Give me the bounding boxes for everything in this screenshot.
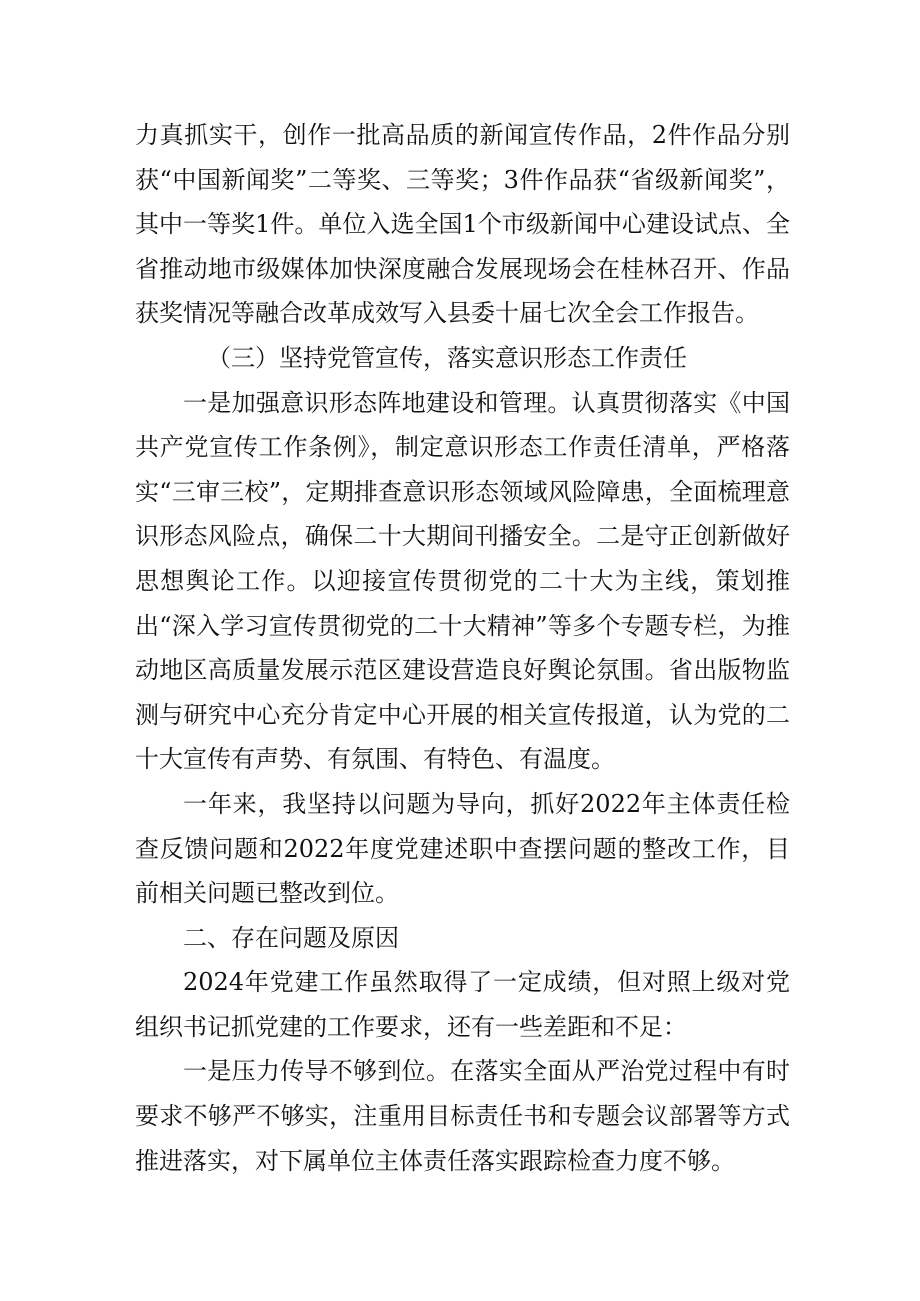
- paragraph-shortcomings-intro: 2024年党建工作虽然取得了一定成绩，但对照上级对党组织书记抓党建的工作要求，还有一些差距和不足：: [135, 968, 790, 1041]
- subheading-party-propaganda: （三）坚持党管宣传，落实意识形态工作责任: [207, 343, 687, 372]
- document-body: [135, 113, 790, 1183]
- paragraph-rectification: 一年来，我坚持以问题为导向，抓好2022年主体责任检查反馈问题和2022年度党建述职中查摆问题的整改工作，目前相关问题已整改到位。: [135, 789, 790, 908]
- paragraph-ideology-work: 一是加强意识形态阵地建设和管理。认真贯彻落实《中国共产党宣传工作条例》，制定意识形态工作责任清单，严格落实“三审三校”，定期排查意识形态领域风险障患，全面梳理意识形态风险点，确保二十大期间刊播安全。二是守正创新做好思想舆论工作。以迎接宣传贯彻党的二十大为主线，策划推出“深入学习宣传贯彻党的二十大精神”等多个专题专栏，为推动地区高质量发展示范区建设营造良好舆论氛围。省出版物监测与研究中心充分肯定中心开展的相关宣传报道，认为党的二十大宣传有声势、有氛围、有特色、有温度。: [135, 388, 790, 774]
- paragraph-pressure-transmission: 一是压力传导不够到位。在落实全面从严治党过程中有时要求不够严不够实，注重用目标责任书和专题会议部署等方式推进落实，对下属单位主体责任落实跟踪检查力度不够。: [135, 1057, 790, 1175]
- section-heading-problems: 二、存在问题及原因: [183, 923, 399, 952]
- paragraph-continuation: 力真抓实干，创作一批高品质的新闻宣传作品，2件作品分别获“中国新闻奖”二等奖、三等奖；3件作品获“省级新闻奖”，其中一等奖1件。单位入选全国1个市级新闻中心建设试点、全省推动地市级媒体加快深度融合发展现场会在桂林召开、作品获奖情况等融合改革成效写入县委十届七次全会工作报告。: [135, 121, 790, 328]
